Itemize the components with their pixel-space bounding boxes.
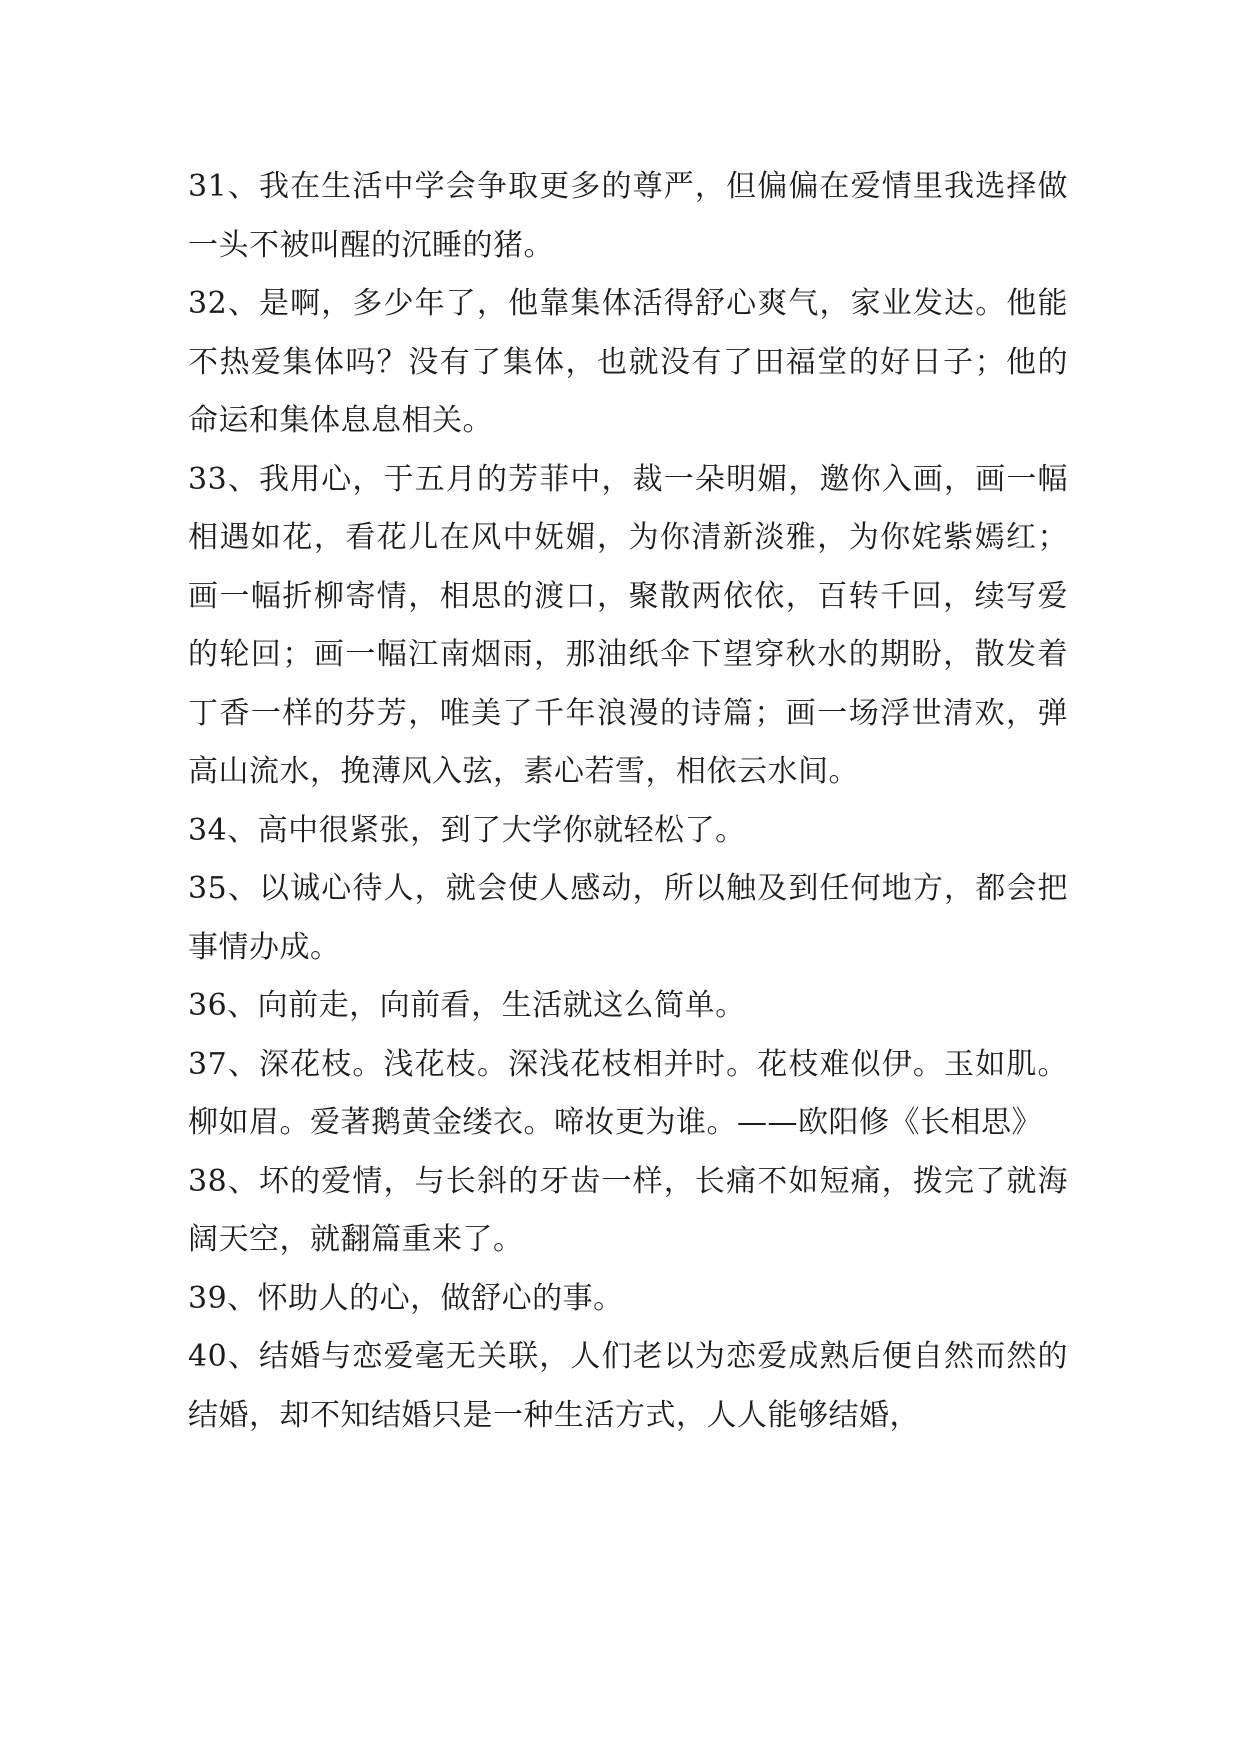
paragraph-40: 40、结婚与恋爱毫无关联，人们老以为恋爱成熟后便自然而然的结婚，却不知结婚只是一种生活方式，人人能够结婚，: [188, 1339, 1068, 1433]
paragraph-39: 39、怀助人的心，做舒心的事。: [188, 1280, 624, 1316]
paragraph-35: 35、以诚心待人，就会使人感动，所以触及到任何地方，都会把事情办成。: [188, 871, 1068, 965]
document-body: [188, 158, 1068, 1445]
paragraph-36: 36、向前走，向前看，生活就这么简单。: [188, 988, 746, 1023]
paragraph-34: 34、高中很紧张，到了大学你就轻松了。: [188, 812, 746, 848]
paragraph-32: 32、是啊，多少年了，他靠集体活得舒心爽气，家业发达。他能不热爱集体吗？没有了集体，也就没有了田福堂的好日子；他的命运和集体息息相关。: [188, 286, 1068, 438]
paragraph-38: 38、坏的爱情，与长斜的牙齿一样，长痛不如短痛，拨完了就海阔天空，就翻篇重来了。: [188, 1163, 1068, 1257]
paragraph-33: 33、我用心，于五月的芳菲中，裁一朵明媚，邀你入画，画一幅相遇如花，看花儿在风中妩媚，为你清新淡雅，为你姹紫嫣红；画一幅折柳寄情，相思的渡口，聚散两依依，百转千回，续写爱的轮回；画一幅江南烟雨，那油纸伞下望穿秋水的期盼，散发着丁香一样的芬芳，唯美了千年浪漫的诗篇；画一场浮世清欢，弹高山流水，挽薄风入弦，素心若雪，相依云水间。: [188, 461, 1068, 789]
paragraph-31: 31、我在生活中学会争取更多的尊严，但偏偏在爱情里我选择做一头不被叫醒的沉睡的猪。: [188, 169, 1068, 263]
paragraph-37: 37、深花枝。浅花枝。深浅花枝相并时。花枝难似伊。玉如肌。柳如眉。爱著鹅黄金缕衣。啼妆更为谁。——欧阳修《长相思》: [188, 1046, 1068, 1140]
